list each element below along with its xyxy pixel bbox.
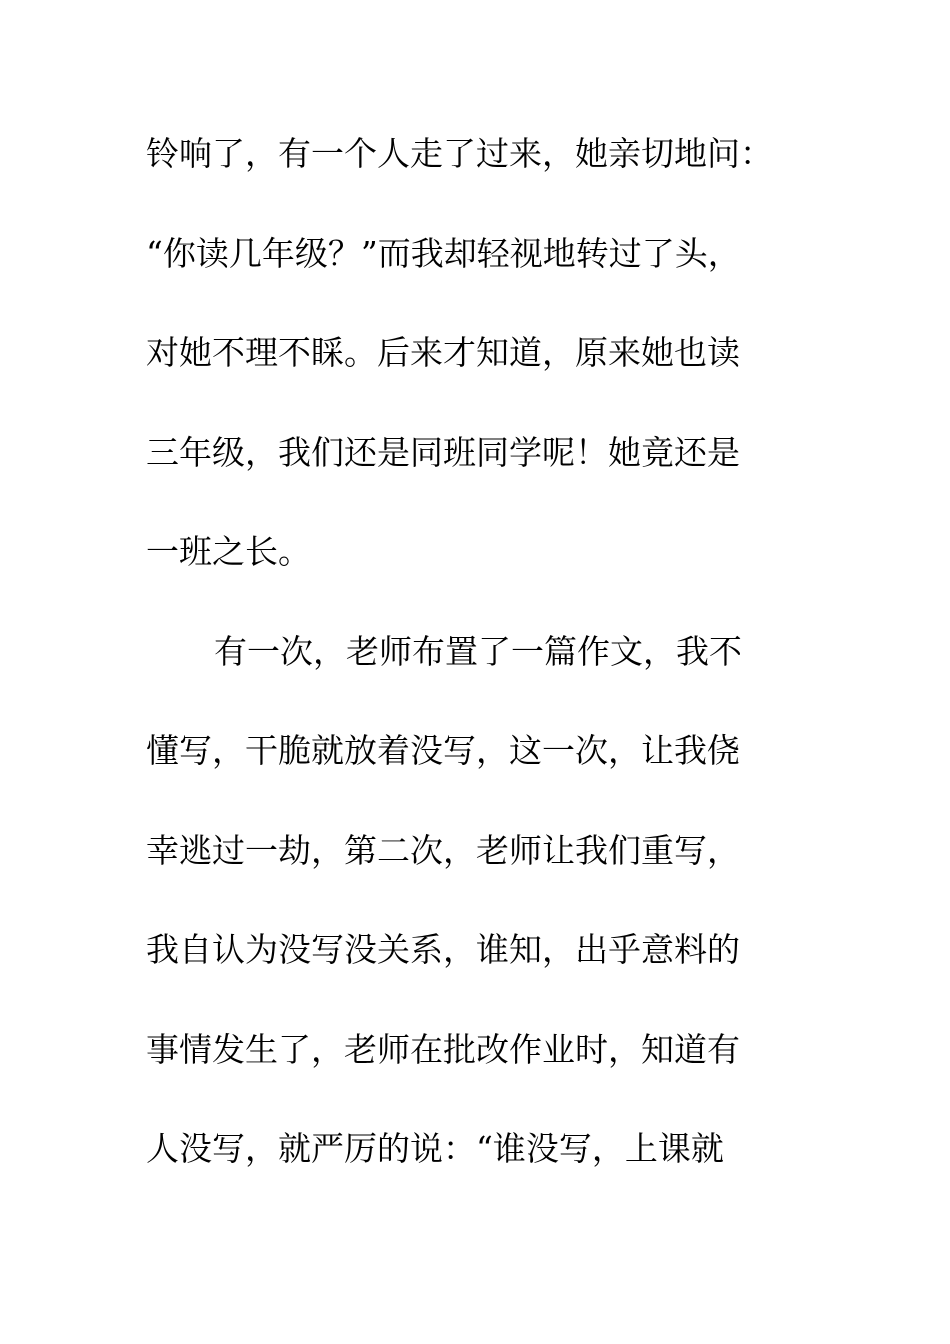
paragraph-start-line: 有一次，老师布置了一篇作文，我不 (214, 631, 742, 671)
text-line: 一班之长。 (146, 532, 311, 571)
text-line: 我自认为没写没关系，谁知，出乎意料的 (146, 930, 740, 969)
body-text (146, 122, 806, 1217)
text-line: 三年级，我们还是同班同学呢！她竟还是 (146, 432, 740, 472)
text-line: 对她不理不睬。后来才知道，原来她也读 (146, 333, 740, 372)
text-line: 懂写，干脆就放着没写，这一次，让我侥 (146, 731, 740, 770)
text-line: 幸逃过一劫，第二次，老师让我们重写， (146, 830, 740, 870)
text-line: “你读几年级？”而我却轻视地转过了头， (146, 233, 741, 273)
text-line: 铃响了，有一个人走了过来，她亲切地问： (146, 134, 773, 173)
text-line: 人没写，就严厉的说：“谁没写，上课就 (146, 1129, 724, 1168)
text-line: 事情发生了，老师在批改作业时，知道有 (146, 1029, 740, 1069)
